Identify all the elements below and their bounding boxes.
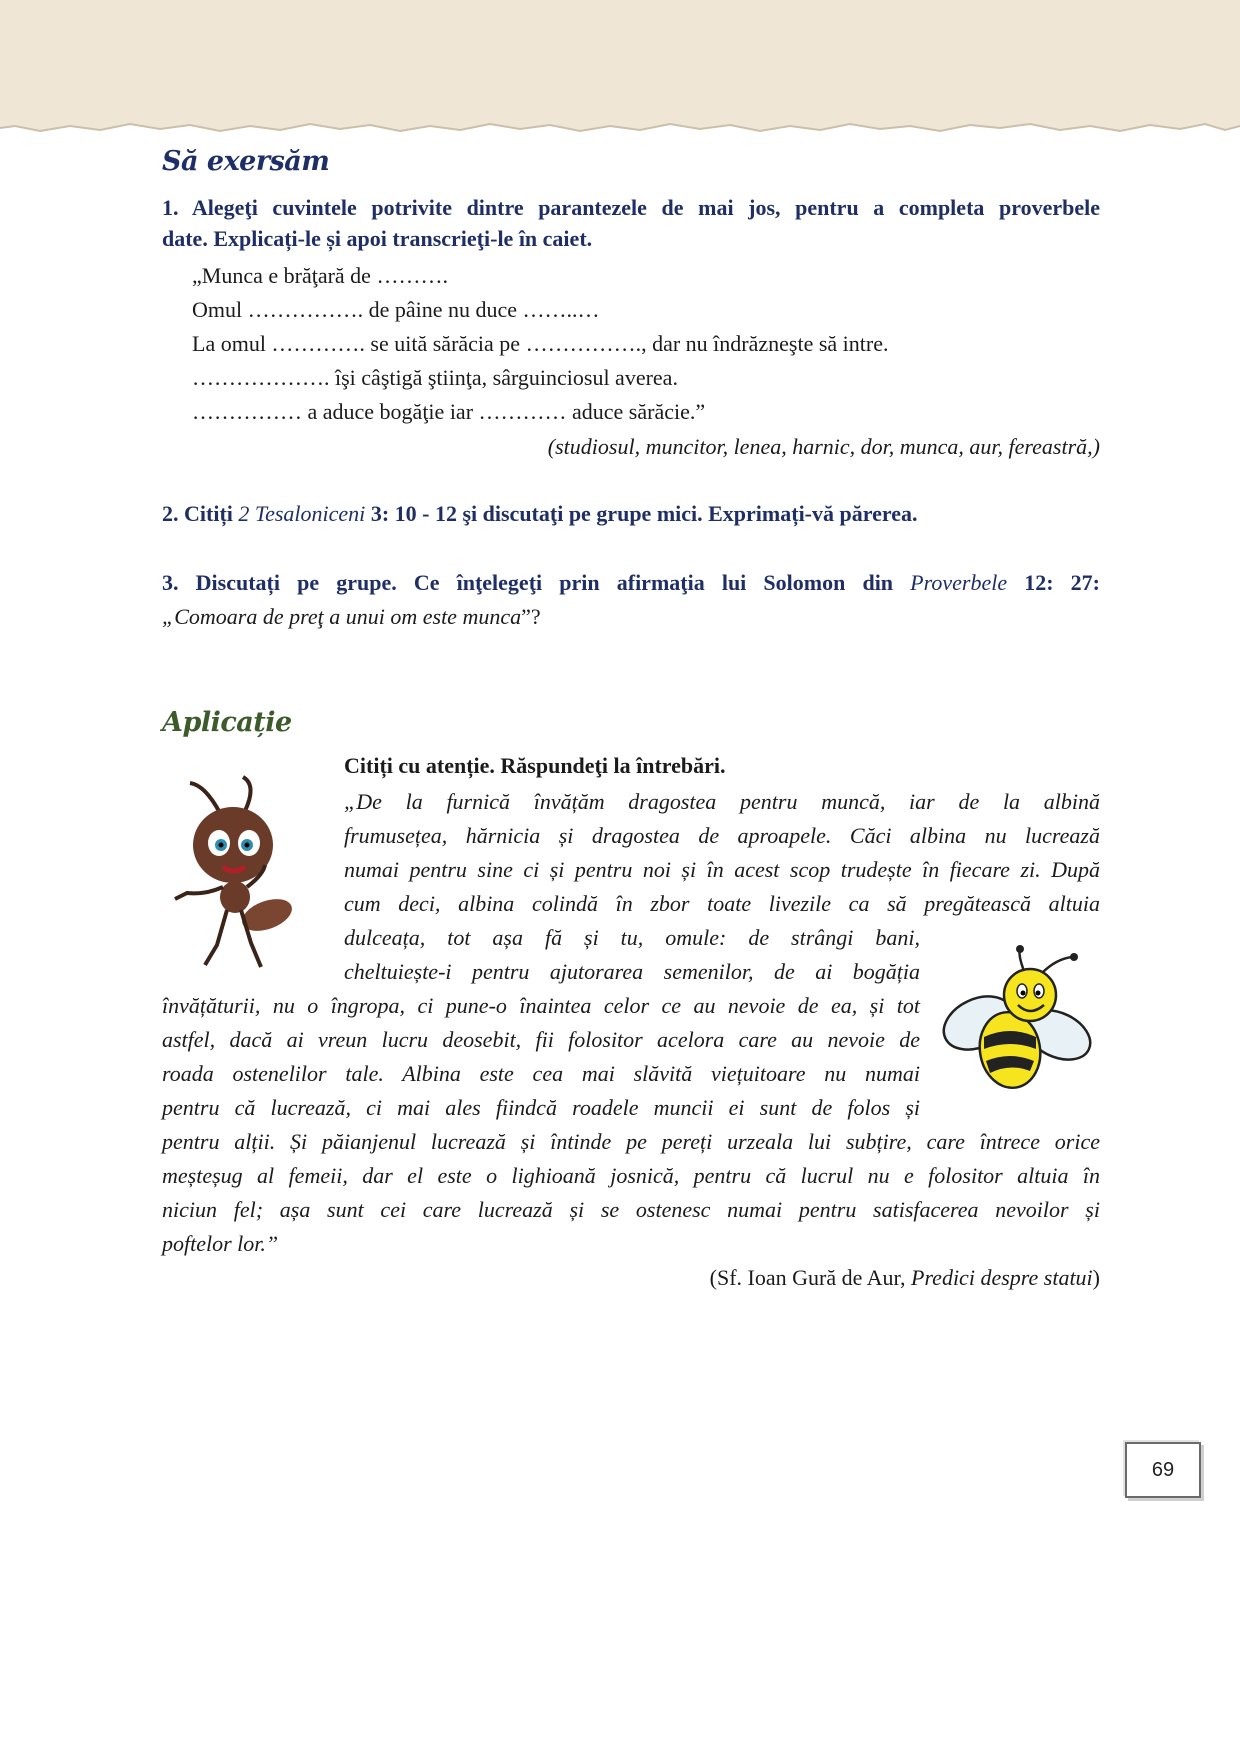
quote-line: meșteșug al femeii, dar el este o lighioană josnică, pentru că lucrul nu e folositor altuia în bbox=[162, 1163, 1100, 1188]
ant-illustration bbox=[165, 775, 325, 975]
quote-line: roada ostenelilor tale. Albina este cea mai slăvită viețuitoare nu numai bbox=[162, 1061, 920, 1086]
quote-line: pentru alții. Și păianjenul lucrează și întinde pe pereți urzeala lui subțire, care întrece orice bbox=[162, 1129, 1100, 1154]
question-3-line-1 bbox=[162, 566, 1100, 600]
word-bank: (studiosul, muncitor, lenea, harnic, dor, munca, aur, fereastră,) bbox=[547, 434, 1100, 459]
question-2 bbox=[162, 500, 918, 528]
quote-line: cum deci, albina colindă în zbor toate livezile ca să pregătească altuia bbox=[344, 891, 1100, 916]
quote-line: cheltuiește-i pentru ajutorarea semenilor, de ai bogăția bbox=[344, 959, 920, 984]
question-1-line-2: date. Explicați-le și apoi transcrieţi-le în caiet. bbox=[162, 226, 593, 251]
bee-illustration bbox=[938, 945, 1098, 1095]
proverb-line: …………… a aduce bogăţie iar ………… aduce sărăcie.” bbox=[192, 399, 706, 424]
question-2-prefix: 2. Citiți bbox=[162, 501, 239, 526]
quote-line: numai pentru sine ci și pentru noi și în acest scop trudește în fiecare zi. După bbox=[344, 857, 1100, 882]
section-title-exersam: Să exersăm bbox=[162, 146, 330, 177]
quote-line: dulceața, tot așa fă și tu, omule: de strângi bani, bbox=[344, 925, 920, 950]
question-1-line-1: 1. Alegeţi cuvintele potrivite dintre parantezele de mai jos, pentru a completa proverbele bbox=[162, 195, 1100, 220]
proverb-line: ………………. îşi câştigă ştiinţa, sârguinciosul averea. bbox=[192, 365, 678, 390]
question-3-line-2 bbox=[162, 603, 541, 631]
citation-prefix: (Sf. Ioan Gură de Aur, bbox=[709, 1265, 911, 1290]
citation-suffix: ) bbox=[1092, 1265, 1100, 1290]
quote-line: niciun fel; așa sunt cei care lucrează și se ostenesc numai pentru satisfacerea nevoilor și bbox=[162, 1197, 1100, 1222]
torn-paper-header bbox=[0, 0, 1240, 160]
question-3-end: ”? bbox=[521, 604, 541, 629]
quote-line: învățăturii, nu o îngropa, ci pune-o înaintea celor ce au nevoie de ea, și tot bbox=[162, 993, 920, 1018]
proverb-line: „Munca e brăţară de ………. bbox=[192, 263, 448, 288]
page-number: 69 bbox=[1125, 1442, 1201, 1498]
quote-line: astfel, dacă ai vreun lucru deosebit, fii folositor acelora care au nevoie de bbox=[162, 1027, 920, 1052]
application-instruction: Citiți cu atenție. Răspundeţi la întrebări. bbox=[344, 753, 726, 778]
question-2-suffix: 3: 10 - 12 şi discutaţi pe grupe mici. Exprimați-vă părerea. bbox=[365, 501, 918, 526]
question-2-reference: 2 Tesaloniceni bbox=[238, 501, 366, 526]
question-3-prefix: 3. Discutați pe grupe. Ce înţelegeţi prin afirmaţia lui Solomon din bbox=[162, 570, 911, 595]
proverb-line: La omul …………. se uită sărăcia pe ……………., dar nu îndrăzneşte să intre. bbox=[192, 331, 889, 356]
quote-line: „De la furnică învățăm dragostea pentru muncă, iar de la albină bbox=[344, 789, 1100, 814]
question-3-reference: Proverbele bbox=[910, 570, 1008, 595]
quote-line: frumusețea, hărnicia și dragostea de aproapele. Căci albina nu lucrează bbox=[344, 823, 1100, 848]
quote-line: pentru că lucrează, ci mai ales fiindcă roadele muncii ei sunt de folos și bbox=[162, 1095, 920, 1120]
quote-line: poftelor lor.” bbox=[162, 1231, 279, 1256]
question-3-suffix: 12: 27: bbox=[1007, 570, 1101, 595]
section-title-aplicatie: Aplicație bbox=[162, 707, 292, 738]
proverb-line: Omul ……………. de pâine nu duce ……..… bbox=[192, 297, 600, 322]
citation bbox=[710, 1264, 1100, 1292]
question-3-quote: „Comoara de preţ a unui om este munca bbox=[162, 604, 522, 629]
citation-work: Predici despre statui bbox=[911, 1265, 1093, 1290]
